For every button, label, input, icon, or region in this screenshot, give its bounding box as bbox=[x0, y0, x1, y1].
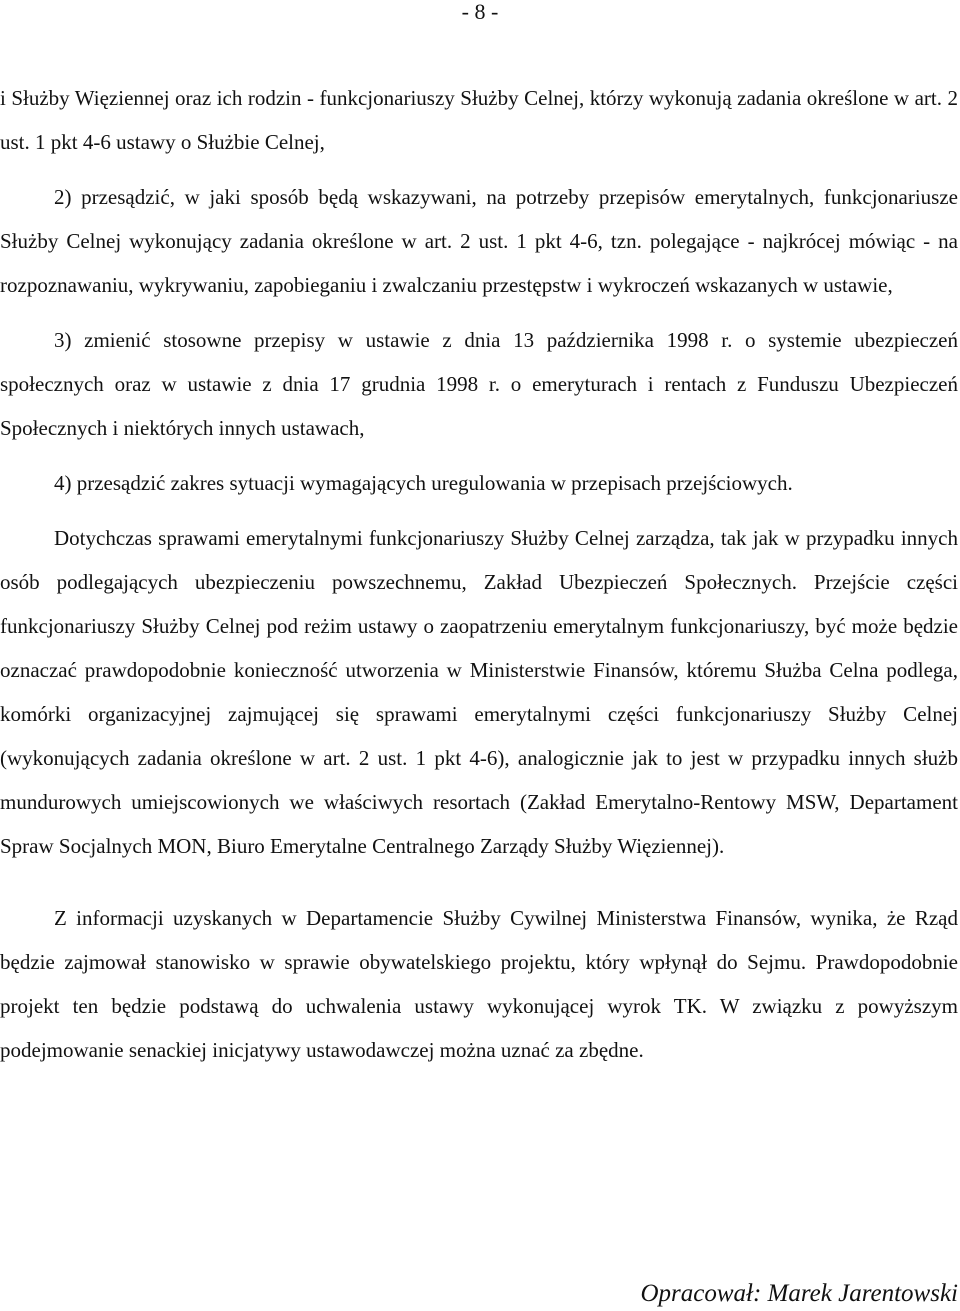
list-item-3: 3) zmienić stosowne przepisy w ustawie z dnia 13 października 1998 r. o systemie ubezpieczeń społecznych oraz w ustawie z dnia 17 grudnia 1998 r. o emeryturach i rentach z Funduszu Ubezpieczeń Społecznych i niektórych innych ustawach, bbox=[0, 328, 958, 440]
paragraph-continuation: i Służby Więziennej oraz ich rodzin - funkcjonariuszy Służby Celnej, którzy wykonują zadania określone w art. 2 ust. 1 pkt 4-6 ustawy o Służbie Celnej, bbox=[0, 86, 958, 154]
paragraph-conclusion: Z informacji uzyskanych w Departamencie Służby Cywilnej Ministerstwa Finansów, wynika, że Rząd będzie zajmował stanowisko w sprawie obywatelskiego projektu, który wpłynął do Sejmu. Prawdopodobnie projekt ten będzie podstawą do uchwalenia ustawy wykonującej wyrok TK. W związku z powyższym podejmowanie senackiej inicjatywy ustawodawczej można uznać za zbędne. bbox=[0, 906, 958, 1062]
list-item-2: 2) przesądzić, w jaki sposób będą wskazywani, na potrzeby przepisów emerytalnych, funkcjonariusze Służby Celnej wykonujący zadania określone w art. 2 ust. 1 pkt 4-6, tzn. polegające - najkrócej mówiąc - na rozpoznawaniu, wykrywaniu, zapobieganiu i zwalczaniu przestępstw i wykroczeń wskazanych w ustawie, bbox=[0, 185, 958, 297]
page-number: - 8 - bbox=[461, 0, 499, 24]
document-body bbox=[0, 76, 958, 1072]
paragraph-pension-administration: Dotychczas sprawami emerytalnymi funkcjonariuszy Służby Celnej zarządza, tak jak w przypadku innych osób podlegających ubezpieczeniu powszechnemu, Zakład Ubezpieczeń Społecznych. Przejście części funkcjonariuszy Służby Celnej pod reżim ustawy o zaopatrzeniu emerytalnym funkcjonariuszy, być może będzie oznaczać prawdopodobnie konieczność utworzenia w Ministerstwie Finansów, któremu Służba Celna podlega, komórki organizacyjnej zajmującej się sprawami emerytalnymi części funkcjonariuszy Służby Celnej (wykonujących zadania określone w art. 2 ust. 1 pkt 4-6), analogicznie jak to jest w przypadku innych służb mundurowych umiejscowionych we właściwych resortach (Zakład Emerytalno-Rentowy MSW, Departament Spraw Socjalnych MON, Biuro Emerytalne Centralnego Zarządy Służby Więziennej). bbox=[0, 526, 958, 858]
author-signature: Opracował: Marek Jarentowski bbox=[640, 1280, 958, 1307]
list-item-4: 4) przesądzić zakres sytuacji wymagających uregulowania w przepisach przejściowych. bbox=[54, 471, 793, 495]
